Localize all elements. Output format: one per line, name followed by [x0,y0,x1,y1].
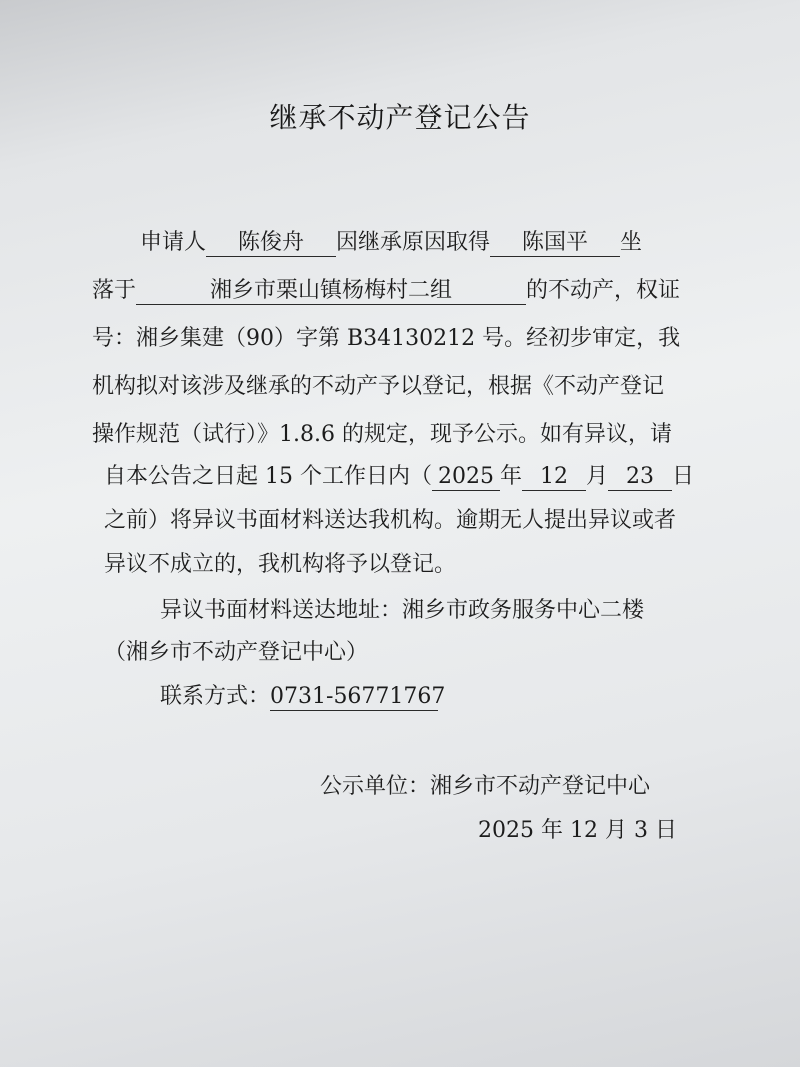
body-line-8: 异议不成立的，我机构将予以登记。 [104,552,457,577]
text-situated: 坐 [620,230,643,255]
document-title: 继承不动产登记公告 [269,101,531,134]
field-decedent-name: 陈国平 [490,230,620,257]
objection-address-detail: （湘乡市不动产登记中心） [104,640,369,665]
body-line-3: 号：湘乡集建（90）字第 B34130212 号。经初步审定，我 [92,326,681,351]
field-deadline-day: 23 [608,464,672,491]
text-applicant-label: 申请人 [140,230,207,255]
body-line-7: 之前）将异议书面材料送达我机构。逾期无人提出异议或者 [104,508,677,533]
body-line-1 [140,228,642,258]
field-deadline-month: 12 [522,464,586,491]
body-line-6 [104,462,694,492]
text-day: 日 [672,464,695,489]
field-property-location: 湘乡市栗山镇杨梅村二组 [136,278,526,305]
field-applicant-name: 陈俊舟 [206,230,336,257]
issuing-unit: 公示单位：湘乡市不动产登记中心 [320,774,651,799]
text-inherit-reason: 因继承原因取得 [336,230,491,255]
field-deadline-year: 2025 [432,464,500,491]
body-line-5: 操作规范（试行）》1.8.6 的规定，现予公示。如有异议，请 [92,422,672,447]
text-objection-period: 自本公告之日起 15 个工作日内（ [104,464,432,489]
text-month: 月 [586,464,609,489]
contact-phone: 0731-56771767 [270,684,446,709]
contact-label: 联系方式： [160,684,271,709]
body-line-4: 机构拟对该涉及继承的不动产予以登记，根据《不动产登记 [92,374,665,399]
text-year: 年 [499,464,522,489]
contact-line [160,682,446,712]
text-property-cert: 的不动产，权证 [526,278,681,303]
objection-address: 异议书面材料送达地址：湘乡市政务服务中心二楼 [160,598,645,623]
issue-date: 2025 年 12 月 3 日 [478,818,677,843]
body-line-2 [92,276,680,306]
text-located-at: 落于 [92,278,137,303]
